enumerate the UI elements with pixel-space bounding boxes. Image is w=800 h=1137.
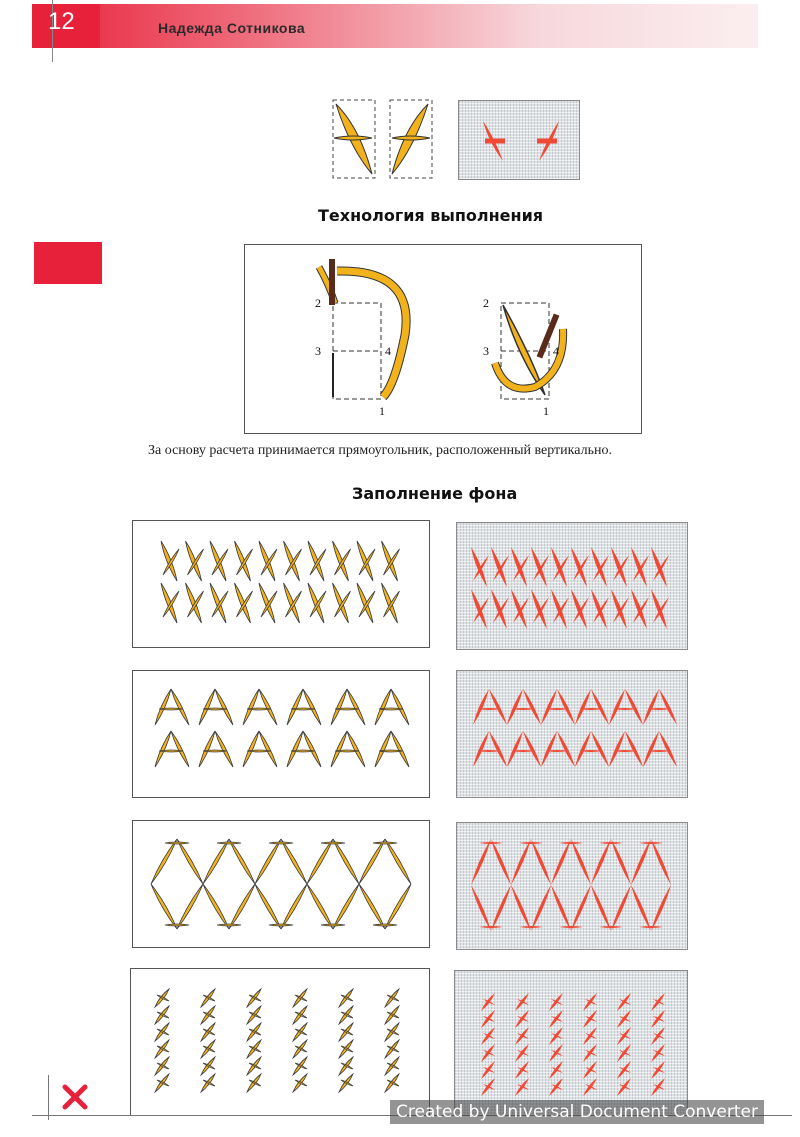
stitch-mark — [307, 884, 333, 929]
stitch-mark — [331, 731, 347, 767]
stitch-mark — [631, 885, 651, 931]
stitch-mark — [229, 884, 255, 929]
stitch-mark — [631, 589, 647, 629]
stitch-mark — [489, 731, 507, 767]
stitch-mark — [203, 708, 227, 710]
stitch-mark — [333, 839, 359, 884]
fabric-sample-1 — [456, 522, 688, 650]
stitch-mark — [511, 547, 527, 587]
stitch-mark — [639, 842, 663, 844]
stitch-mark — [489, 689, 507, 725]
stitch-mark — [247, 708, 271, 710]
stitch-mark — [541, 731, 557, 767]
technique-diagram — [244, 244, 642, 434]
stitch-mark — [203, 839, 229, 884]
stitch-mark — [507, 689, 523, 725]
stitch-mark — [171, 731, 189, 767]
stitch-mark — [523, 731, 541, 767]
stitch-mark — [379, 708, 403, 710]
stitch-mark — [385, 884, 411, 929]
fabric-sample-2-drawing — [457, 671, 687, 797]
stitch-mark — [247, 750, 271, 752]
stitch-mark — [281, 839, 307, 884]
stitch-mark — [471, 839, 491, 885]
stitch-mark — [631, 839, 651, 885]
stitch-mark — [331, 689, 347, 725]
stitch-mark — [291, 708, 315, 710]
stitch-mark — [479, 842, 503, 844]
diagram-label-left-3: 4 — [385, 344, 391, 358]
heading-background-fill: Заполнение фона — [352, 484, 518, 503]
stitch-mark — [643, 731, 659, 767]
stitch-mark — [155, 731, 171, 767]
stitch-mark — [507, 731, 523, 767]
stitch-mark — [259, 689, 277, 725]
stitch-mark — [171, 689, 189, 725]
stitch-mark — [177, 839, 203, 884]
stitch-mark — [155, 689, 171, 725]
stitch-mark — [373, 842, 397, 844]
stitch-mark — [551, 547, 567, 587]
stitch-mark — [625, 689, 643, 725]
stitch-mark — [511, 839, 531, 885]
stitch-mark — [571, 839, 591, 885]
stitch-mark — [541, 689, 557, 725]
stitch-mark — [651, 547, 667, 587]
stitch-mark — [255, 839, 281, 884]
stitch-mark — [259, 731, 277, 767]
stitch-scheme-pair — [330, 98, 434, 180]
pattern-scheme-4 — [130, 968, 430, 1116]
stitch-mark — [531, 885, 551, 931]
diagram-label-left-1: 2 — [315, 296, 321, 310]
diagram-label-right-4: 1 — [543, 404, 549, 418]
stitch-mark — [651, 839, 671, 885]
diagram-label-right-1: 2 — [483, 296, 489, 310]
stitch-mark — [557, 689, 575, 725]
stitch-mark — [269, 842, 293, 844]
fabric-sample-4-drawing — [455, 971, 687, 1115]
stitch-mark — [203, 750, 227, 752]
stitch-mark — [591, 589, 607, 629]
stitch-mark — [559, 842, 583, 844]
stitch-mark — [391, 689, 409, 725]
stitch-mark — [217, 924, 241, 926]
stitch-mark — [217, 842, 241, 844]
stitch-mark — [611, 839, 631, 885]
pattern-scheme-4-drawing — [131, 969, 429, 1115]
stitch-mark — [571, 885, 591, 931]
stitch-mark — [551, 885, 571, 931]
stitch-mark — [551, 839, 571, 885]
page-number: 12 — [48, 8, 75, 35]
stitch-mark — [359, 839, 385, 884]
stitch-mark — [591, 731, 609, 767]
watermark-text: Created by Universal Document Converter — [390, 1100, 764, 1124]
stitch-mark — [611, 885, 631, 931]
stitch-mark — [531, 547, 547, 587]
stitch-mark — [199, 731, 215, 767]
stitch-mark — [551, 589, 567, 629]
stitch-mark — [479, 926, 503, 928]
diagram-label-left-4: 1 — [379, 404, 385, 418]
stitch-mark — [287, 731, 303, 767]
stitch-mark — [375, 731, 391, 767]
diagram-label-right-3: 4 — [553, 344, 559, 358]
stitch-mark — [347, 689, 365, 725]
stitch-mark — [511, 885, 531, 931]
stitch-mark — [287, 689, 303, 725]
stitch-mark — [321, 842, 345, 844]
diagram-label-left-2: 3 — [315, 344, 321, 358]
stitch-mark — [321, 924, 345, 926]
header-band — [32, 4, 758, 48]
fabric-sample-top — [458, 100, 580, 180]
stitch-mark — [373, 924, 397, 926]
stitch-mark — [291, 750, 315, 752]
stitch-mark — [151, 884, 177, 929]
stitch-mark — [199, 689, 215, 725]
pattern-scheme-1-drawing — [133, 521, 429, 647]
stitch-mark — [303, 731, 321, 767]
pattern-scheme-3-drawing — [133, 821, 429, 947]
pattern-scheme-3 — [132, 820, 430, 948]
stitch-mark — [651, 589, 667, 629]
stitch-mark — [491, 589, 507, 629]
stitch-mark — [379, 750, 403, 752]
stitch-mark — [471, 885, 491, 931]
stitch-mark — [609, 689, 625, 725]
stitch-mark — [333, 884, 359, 929]
stitch-mark — [643, 689, 659, 725]
stitch-mark — [243, 689, 259, 725]
diagram-label-right-2: 3 — [483, 344, 489, 358]
pattern-scheme-2-drawing — [133, 671, 429, 797]
stitch-mark — [631, 547, 647, 587]
heading-technology: Технология выполнения — [318, 206, 544, 225]
side-tab-marker — [34, 242, 102, 284]
stitch-mark — [307, 839, 333, 884]
pattern-scheme-1 — [132, 520, 430, 648]
stitch-mark — [229, 839, 255, 884]
stitch-mark — [471, 547, 487, 587]
fabric-sample-2 — [456, 670, 688, 798]
stitch-mark — [151, 839, 177, 884]
stitch-mark — [243, 731, 259, 767]
stitch-mark — [473, 689, 489, 725]
caption-text: За основу расчета принимается прямоугольник, расположенный вертикально. — [148, 443, 612, 458]
stitch-mark — [611, 589, 627, 629]
stitch-mark — [177, 884, 203, 929]
stitch-mark — [255, 884, 281, 929]
stitch-mark — [165, 842, 189, 844]
stitch-scheme-drawing — [330, 98, 434, 180]
fabric-sample-4 — [454, 970, 688, 1116]
stitch-mark — [335, 750, 359, 752]
author-name: Надежда Сотникова — [158, 20, 306, 36]
stitch-mark — [591, 885, 611, 931]
stitch-mark — [531, 589, 547, 629]
stitch-mark — [347, 731, 365, 767]
stitch-mark — [609, 731, 625, 767]
stitch-mark — [571, 547, 587, 587]
stitch-mark — [639, 926, 663, 928]
stitch-mark — [651, 885, 671, 931]
fabric-sample-3-drawing — [457, 823, 687, 949]
stitch-mark — [571, 589, 587, 629]
stitch-mark — [599, 842, 623, 844]
fabric-sample-top-drawing — [459, 101, 579, 179]
stitch-mark — [491, 547, 507, 587]
stitch-mark — [591, 689, 609, 725]
stitch-mark — [557, 731, 575, 767]
stitch-mark — [471, 589, 487, 629]
stitch-mark — [165, 924, 189, 926]
stitch-mark — [523, 689, 541, 725]
stitch-mark — [491, 839, 511, 885]
fabric-sample-1-drawing — [457, 523, 687, 649]
cross-stitch-icon — [60, 1082, 90, 1112]
stitch-mark — [575, 689, 591, 725]
pattern-scheme-2 — [132, 670, 430, 798]
stitch-mark — [611, 547, 627, 587]
stitch-mark — [303, 689, 321, 725]
stitch-mark — [159, 750, 183, 752]
stitch-mark — [281, 884, 307, 929]
stitch-mark — [531, 839, 551, 885]
stitch-mark — [203, 884, 229, 929]
stitch-mark — [591, 547, 607, 587]
stitch-mark — [215, 731, 233, 767]
stitch-mark — [391, 731, 409, 767]
stitch-mark — [599, 926, 623, 928]
stitch-mark — [575, 731, 591, 767]
stitch-mark — [491, 885, 511, 931]
technique-diagram-drawing — [245, 245, 641, 433]
stitch-mark — [659, 731, 677, 767]
stitch-mark — [511, 589, 527, 629]
fabric-sample-3 — [456, 822, 688, 950]
stitch-mark — [591, 839, 611, 885]
stitch-mark — [625, 731, 643, 767]
stitch-mark — [375, 689, 391, 725]
stitch-mark — [159, 708, 183, 710]
stitch-mark — [215, 689, 233, 725]
stitch-mark — [559, 926, 583, 928]
stitch-mark — [269, 924, 293, 926]
stitch-mark — [359, 884, 385, 929]
stitch-mark — [385, 839, 411, 884]
stitch-mark — [335, 708, 359, 710]
footer-vertical-rule — [48, 1075, 49, 1120]
stitch-mark — [659, 689, 677, 725]
stitch-mark — [519, 926, 543, 928]
stitch-mark — [519, 842, 543, 844]
stitch-mark — [473, 731, 489, 767]
